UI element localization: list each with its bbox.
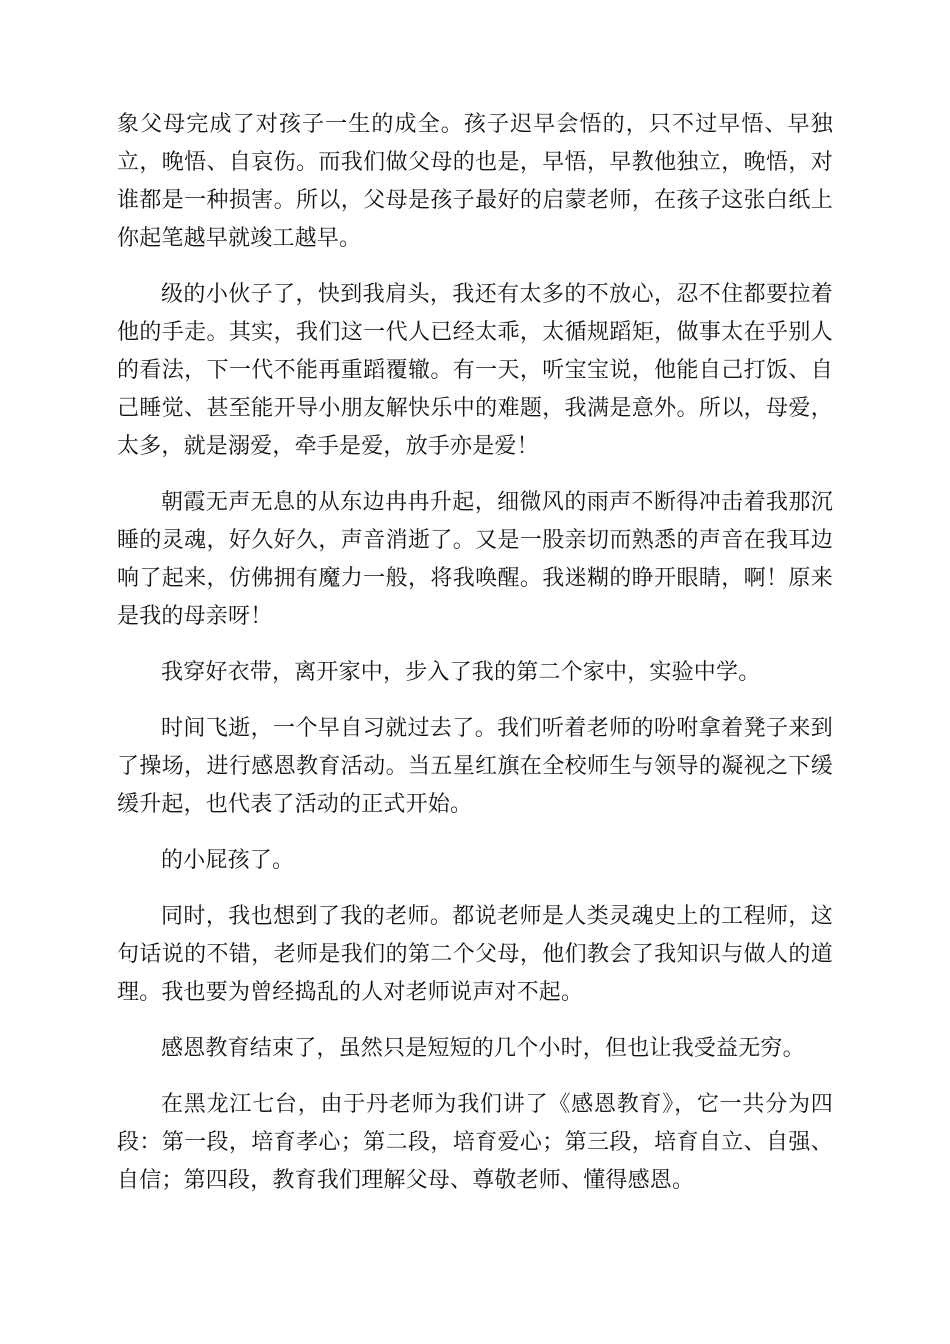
paragraph-3: 朝霞无声无息的从东边冉冉升起，细微风的雨声不断得冲击着我那沉睡的灵魂，好久好久，声音消逝了。又是一股亲切而熟悉的声音在我耳边响了起来，仿佛拥有魔力一般，将我唤醒。我迷糊的睁开眼睛，啊！原来是我的母亲呀！ [117,490,833,629]
paragraph-6: 的小屁孩了。 [161,848,295,873]
paragraph-1: 象父母完成了对孩子一生的成全。孩子迟早会悟的，只不过早悟、早独立，晚悟、自哀伤。而我们做父母的也是，早悟，早教他独立，晚悟，对谁都是一种损害。所以，父母是孩子最好的启蒙老师，在孩子这张白纸上你起笔越早就竣工越早。 [117,112,833,251]
document-body [117,106,833,1218]
paragraph-9: 在黑龙江七台，由于丹老师为我们讲了《感恩教育》，它一共分为四段：第一段，培育孝心；第二段，培育爱心；第三段，培育自立、自强、自信；第四段，教育我们理解父母、尊敬老师、懂得感恩。 [117,1092,833,1193]
paragraph-7: 同时，我也想到了我的老师。都说老师是人类灵魂史上的工程师，这句话说的不错，老师是我们的第二个父母，他们教会了我知识与做人的道理。我也要为曾经捣乱的人对老师说声对不起。 [117,904,833,1005]
paragraph-8: 感恩教育结束了，虽然只是短短的几个小时，但也让我受益无穷。 [161,1036,805,1061]
paragraph-2: 级的小伙子了，快到我肩头，我还有太多的不放心，忍不住都要拉着他的手走。其实，我们这一代人已经太乖，太循规蹈矩，做事太在乎别人的看法，下一代不能再重蹈覆辙。有一天，听宝宝说，他能自己打饭、自己睡觉、甚至能开导小朋友解快乐中的难题，我满是意外。所以，母爱，太多，就是溺爱，牵手是爱，放手亦是爱！ [117,282,833,459]
paragraph-4: 我穿好衣带，离开家中，步入了我的第二个家中，实验中学。 [161,660,761,685]
paragraph-5: 时间飞逝，一个早自习就过去了。我们听着老师的吩咐拿着凳子来到了操场，进行感恩教育活动。当五星红旗在全校师生与领导的凝视之下缓缓升起，也代表了活动的正式开始。 [117,716,833,817]
